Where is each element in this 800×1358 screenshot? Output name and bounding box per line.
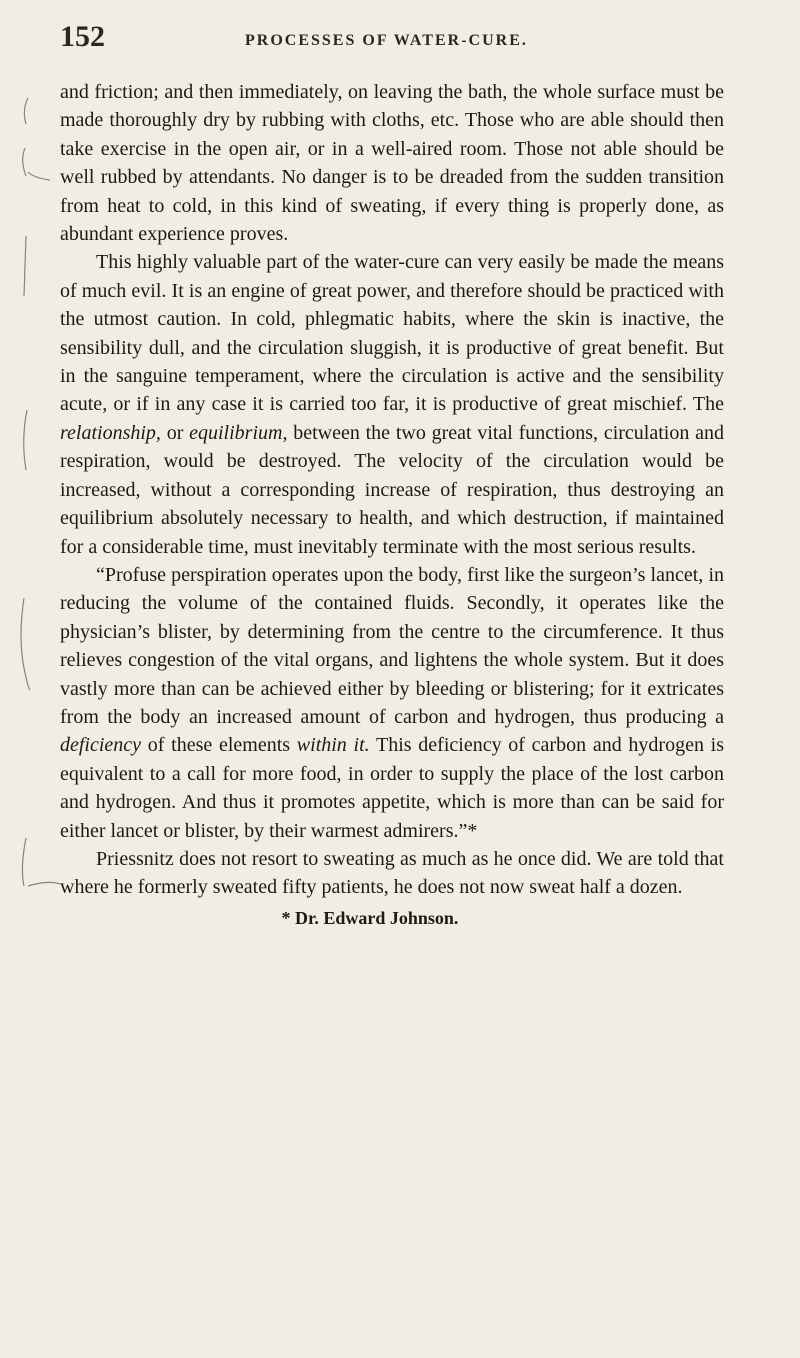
body-text	[60, 78, 724, 902]
italic-text: relationship,	[60, 421, 161, 444]
margin-mark	[23, 148, 26, 176]
margin-mark	[21, 598, 30, 690]
margin-mark	[22, 838, 26, 886]
italic-text: within it.	[296, 734, 370, 757]
paragraph-text: or	[160, 421, 190, 444]
margin-mark	[24, 236, 26, 296]
paragraph-text: Priessnitz does not resort to sweating as much as he once did. We are told that where he formerly sweated fifty patients, he does not now sweat half a dozen.	[60, 847, 724, 899]
paragraph	[60, 561, 724, 845]
paragraph-text: This deficiency of carbon and hydrogen is equivalent to a call for more food, in order to supply the place of the lost carbon and hydrogen. And thus it promotes appetite, which is more than can be said for either lancet or blister, by their warmest admirers.”*	[60, 734, 725, 842]
paragraph	[60, 78, 724, 248]
footnote-text: * Dr. Edward Johnson.	[281, 908, 459, 928]
italic-text: equilibrium,	[189, 421, 288, 444]
page-number: 152	[60, 20, 105, 53]
paragraph-text: and friction; and then immediately, on leaving the bath, the whole surface must be made thoroughly dry by rubbing with cloths, etc. Those who are able should then take exercise in the open air, or in a well-aired room. Those not able should be well rubbed by attendants. No danger is to be dreaded from the sudden transition from heat to cold, in this kind of sweating, if every thing is properly done, as abundant experience proves.	[60, 81, 724, 246]
paragraph-text: between the two great vital functions, circulation and respiration, would be destroyed. The velocity of the circulation would be increased, without a corresponding increase of respiration, thus destroying an equilibrium absolutely necessary to health, and which destruction, if maintained for a considerable time, must inevitably terminate with the most serious results.	[60, 421, 724, 558]
margin-pencil-marks	[0, 0, 60, 960]
margin-mark	[24, 98, 28, 124]
margin-mark	[24, 410, 27, 470]
paragraph-text: This highly valuable part of the water-cure can very easily be made the means of much evil. It is an engine of great power, and therefore should be practiced with the utmost caution. In cold, phlegmatic habits, where the skin is inactive, the sensibility dull, and the circulation sluggish, it is productive of great benefit. But in the sanguine temperament, where the circulation is active and the sensibility acute, or if in any case it is carried too far, it is productive of great mischief. The	[60, 251, 724, 416]
paragraph-text: “Profuse perspiration operates upon the body, first like the surgeon’s lancet, in reducing the volume of the contained fluids. Secondly, it operates like the physician’s blister, by determining from the centre to the circumference. It thus relieves congestion of the vital organs, and lightens the whole system. But it does vastly more than can be achieved either by bleeding or blistering; for it extricates from the body an increased amount of carbon and hydrogen, thus producing a	[60, 563, 724, 728]
italic-text: deficiency	[60, 734, 142, 757]
running-head: PROCESSES OF WATER-CURE.	[245, 32, 528, 49]
margin-mark	[28, 882, 60, 886]
paragraph	[60, 845, 724, 902]
margin-mark	[28, 172, 50, 180]
paragraph	[60, 248, 724, 560]
page-header	[60, 20, 760, 60]
paragraph-text: of these elements	[141, 734, 297, 757]
footnote	[0, 908, 800, 929]
